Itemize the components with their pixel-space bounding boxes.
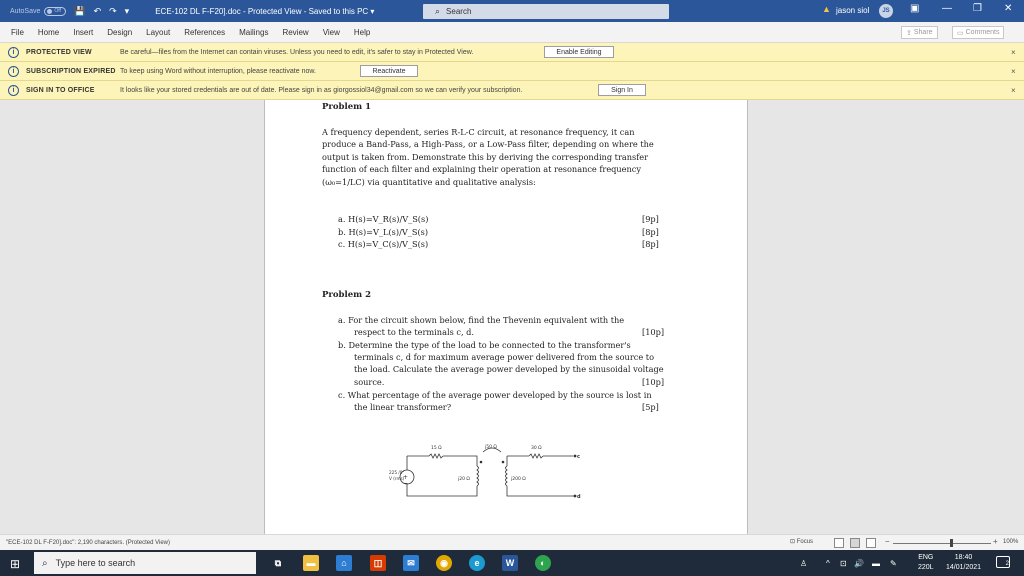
ribbon-display-options-icon[interactable]: ▣ [910, 3, 920, 14]
comments-button[interactable] [952, 26, 1004, 39]
item-c-points: [8p] [642, 239, 659, 249]
warning-icon[interactable]: ▲ [822, 4, 831, 14]
problem-1-heading: Problem 1 [322, 102, 371, 112]
taskbar-search-placeholder: Type here to search [55, 558, 136, 568]
svg-text:+: + [403, 474, 409, 481]
r1-label: 15 Ω [431, 446, 442, 451]
clock-time: 18:40 [954, 554, 973, 561]
network-icon[interactable]: ⊡ [840, 559, 847, 568]
document-title[interactable]: ECE-102 DL F-F20].doc - Protected View - Saved to this PC ▾ [155, 6, 375, 16]
p2-line: the linear transformer? [354, 402, 452, 412]
p2-points: [10p] [642, 377, 665, 387]
autosave-toggle[interactable] [44, 7, 66, 16]
message-heading: PROTECTED VIEW [26, 48, 92, 56]
zoom-slider[interactable] [893, 543, 991, 544]
tab-design[interactable]: Design [107, 27, 133, 37]
file-explorer-icon[interactable]: ▬ [303, 555, 319, 571]
r2-label: 30 Ω [531, 446, 542, 451]
tab-layout[interactable]: Layout [146, 27, 171, 37]
item-c: c. H(s)=V_C(s)/V_S(s) [338, 239, 429, 249]
task-view-icon[interactable]: ⧉ [274, 557, 282, 568]
other-app-icon[interactable]: ◐ [535, 555, 551, 571]
item-b-points: [8p] [642, 227, 659, 237]
p2-line: the load. Calculate the average power developed by the sinusoidal voltage [354, 364, 664, 374]
customize-qa-icon[interactable]: ▾ [124, 5, 130, 16]
zoom-out-icon[interactable]: − [885, 537, 890, 546]
search-icon: ⌕ [435, 6, 441, 16]
close-icon[interactable]: × [1011, 47, 1016, 57]
search-icon: ⌕ [42, 557, 48, 569]
sign-in-button[interactable]: Sign In [598, 84, 646, 96]
keyboard-layout: 220L [918, 564, 934, 571]
user-name[interactable]: jason siol [836, 6, 870, 15]
language-indicator[interactable] [918, 553, 934, 573]
p2-line: terminals c, d for maximum average power delivered from the source to [354, 352, 654, 362]
enable-editing-button[interactable]: Enable Editing [544, 46, 614, 58]
text-line: output is taken from. Demonstrate this by deriving the corresponding transfer [322, 151, 649, 162]
document-page[interactable] [264, 100, 748, 534]
p2-line: source. [354, 377, 385, 387]
read-mode-button[interactable] [834, 538, 844, 548]
title-bar [0, 0, 1024, 22]
message-text: It looks like your stored credentials are out of date. Please sign in as giorgossiol34@gmail.com so we can verify your subscription. [120, 86, 523, 94]
svg-text:−: − [403, 480, 409, 487]
volume-icon[interactable]: 🔊 [854, 559, 864, 568]
share-icon: ⇪ [906, 29, 912, 37]
text-line: function of each filter and explaining their operation at resonance frequency [322, 164, 642, 175]
print-layout-button[interactable] [850, 538, 860, 548]
source-units: V (rms) [389, 476, 405, 481]
tab-review[interactable]: Review [282, 27, 309, 37]
word-icon[interactable]: W [502, 555, 518, 571]
battery-icon[interactable]: ▬ [872, 559, 880, 568]
chrome-icon[interactable]: ◉ [436, 555, 452, 571]
clock[interactable] [946, 553, 981, 573]
tab-references[interactable]: References [184, 27, 226, 37]
share-label: Share [913, 29, 933, 36]
item-b: b. H(s)=V_L(s)/V_S(s) [338, 227, 429, 237]
zoom-slider-handle[interactable] [950, 539, 953, 547]
windows-start-icon[interactable]: ⊞ [10, 557, 21, 571]
restore-icon[interactable]: ❐ [973, 3, 982, 14]
problem-2-heading: Problem 2 [322, 290, 371, 300]
store-icon[interactable]: ⌂ [336, 555, 352, 571]
people-icon[interactable]: ♙ [800, 559, 808, 568]
info-icon: i [8, 47, 19, 58]
document-area[interactable] [0, 100, 1024, 534]
office-icon[interactable]: ◫ [370, 555, 386, 571]
p2-points: [5p] [642, 402, 659, 412]
search-label: Search [446, 7, 472, 16]
pen-icon[interactable]: ✎ [890, 559, 897, 568]
text-line: (ω₀=1/LC) via quantitative and qualitative analysis: [322, 176, 536, 187]
terminal-c: c [577, 454, 580, 460]
search-box[interactable] [423, 4, 669, 19]
share-button[interactable] [901, 26, 938, 39]
problem-1-text [322, 126, 690, 188]
tab-view[interactable]: View [322, 27, 340, 37]
focus-label: Focus [796, 539, 814, 545]
redo-icon[interactable]: ↷ [109, 5, 117, 16]
quick-access-toolbar [74, 6, 129, 17]
autosave-label: AutoSave [10, 7, 41, 15]
message-text: Be careful—files from the Internet can contain viruses. Unless you need to edit, it's safer to stay in Protected View. [120, 48, 474, 56]
message-heading: SUBSCRIPTION EXPIRED [26, 67, 116, 75]
mutual-label: j50 Ω [485, 445, 497, 450]
info-icon: i [8, 85, 19, 96]
ribbon-tabs [0, 22, 1024, 43]
subscription-expired-bar [0, 62, 1024, 81]
circuit-diagram [389, 438, 583, 508]
text-line: A frequency dependent, series R-L-C circuit, at resonance frequency, it can [322, 127, 635, 137]
tab-insert[interactable]: Insert [73, 27, 94, 37]
minimize-icon[interactable]: — [942, 3, 952, 14]
web-layout-button[interactable] [866, 538, 876, 548]
save-icon[interactable]: 💾 [74, 5, 86, 16]
undo-icon[interactable]: ↶ [93, 5, 102, 16]
close-icon[interactable]: ✕ [1004, 3, 1013, 14]
p2-points: [10p] [642, 327, 665, 337]
tray-expand-icon[interactable]: ^ [826, 559, 830, 568]
close-icon[interactable]: × [1011, 85, 1016, 95]
mail-icon[interactable]: ✉ [403, 555, 419, 571]
status-bar [0, 534, 1024, 550]
l2-label: j200 Ω [511, 477, 526, 482]
p2-line: respect to the terminals c, d. [354, 327, 475, 337]
focus-button[interactable]: ⊡ Focus [790, 539, 814, 545]
info-icon: i [8, 66, 19, 77]
reactivate-button[interactable]: Reactivate [360, 65, 418, 77]
comment-icon: ▭ [957, 29, 964, 37]
status-text: "ECE-102 DL F-F20].doc": 2,190 characters. (Protected View) [6, 539, 170, 546]
text-line: produce a Band-Pass, a High-Pass, or a Low-Pass filter, depending on where the [322, 139, 654, 150]
protected-view-bar [0, 43, 1024, 62]
source-label: 225 /0° [389, 470, 405, 475]
tab-mailings[interactable]: Mailings [239, 27, 269, 37]
avatar[interactable]: JS [879, 4, 893, 18]
tab-file[interactable]: File [11, 27, 24, 37]
tab-home[interactable]: Home [37, 27, 60, 37]
p2-line: c. What percentage of the average power developed by the source is lost in [338, 390, 652, 400]
message-text: To keep using Word without interruption, please reactivate now. [120, 67, 316, 75]
close-icon[interactable]: × [1011, 66, 1016, 76]
language-code: ENG [918, 554, 934, 561]
notification-center-icon[interactable]: 2 [996, 556, 1010, 568]
taskbar [0, 550, 1024, 576]
autosave-state: Off [54, 8, 61, 14]
sign-in-bar [0, 81, 1024, 100]
tab-help[interactable]: Help [353, 27, 371, 37]
taskbar-search[interactable] [34, 552, 256, 574]
l1-label: j20 Ω [458, 477, 470, 482]
p2-line: b. Determine the type of the load to be connected to the transformer's [338, 340, 631, 350]
message-heading: SIGN IN TO OFFICE [26, 86, 95, 94]
toggle-knob [47, 9, 52, 14]
zoom-in-icon[interactable]: + [993, 537, 998, 546]
terminal-d: d [577, 494, 581, 500]
zoom-level[interactable]: 100% [1003, 539, 1019, 545]
comments-label: Comments [965, 29, 1000, 36]
clock-date: 14/01/2021 [946, 564, 982, 571]
item-a: a. H(s)=V_R(s)/V_S(s) [338, 214, 429, 224]
item-a-points: [9p] [642, 214, 659, 224]
p2-line: a. For the circuit shown below, find the Thevenin equivalent with the [338, 315, 625, 325]
edge-icon[interactable]: e [469, 555, 485, 571]
